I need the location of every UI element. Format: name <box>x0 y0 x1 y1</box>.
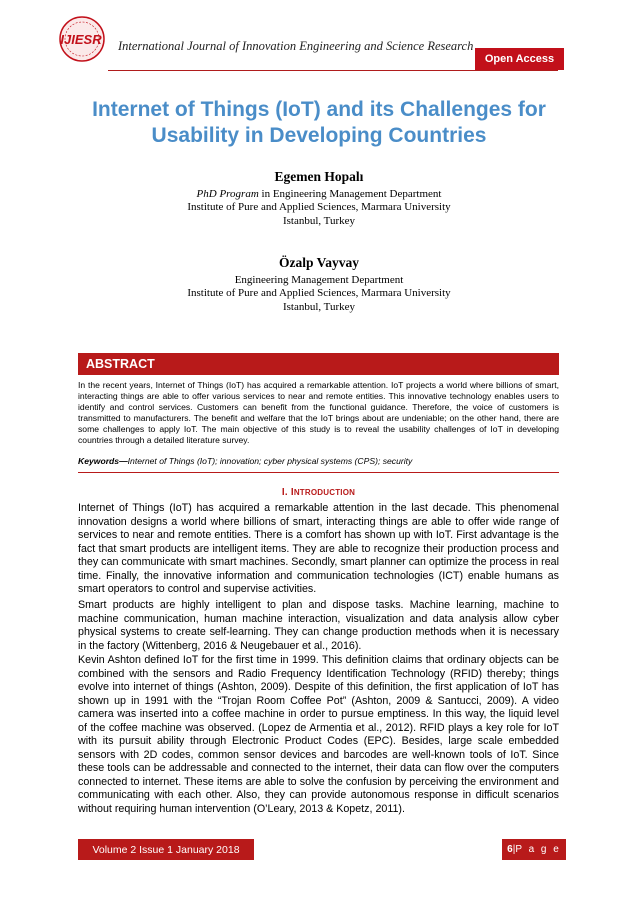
author-department: in Engineering Management Department <box>258 187 442 200</box>
abstract-text: In the recent years, Internet of Things (IoT) has acquired a remarkable attention. IoT projects a world where billions of smart, interacting things are able to offer various services to near and remote entities. This innovative technology enables users to identify and control services. Customers can benefit from the functional guidance. Therefore, the voice of customers is transmitted to manufacturers. The benefit and welfare that the IoT brings about are undeniable; on the other hand, there are some challenges to apply IoT. The main objective of this study is to reveal the usability challenges of IoT in developing countries through a detailed literature survey. <box>78 380 559 446</box>
keywords-rule <box>78 472 559 473</box>
section-title-cap: I <box>290 487 294 498</box>
author-program: PhD Program <box>196 187 259 200</box>
open-access-badge: Open Access <box>475 48 564 70</box>
page-number: 6 <box>507 844 513 855</box>
journal-logo <box>52 14 110 64</box>
body-paragraph: Smart products are highly intelligent to plan and dispose tasks. Machine learning, machine to machine communication, human machine interaction, visualization and data analysis allow cyber physical systems to create self-learning. They can change production methods when it is necessary in the factory (Wittenberg, 2016 & Neugebauer et al., 2016). <box>78 599 559 652</box>
abstract-heading: ABSTRACT <box>78 353 559 375</box>
author-location: Istanbul, Turkey <box>282 214 356 227</box>
author-institute: Institute of Pure and Applied Sciences, Marmara University <box>187 201 451 213</box>
footer-page <box>502 839 566 860</box>
page-separator: | <box>512 844 516 855</box>
logo-text: IJIESR <box>60 32 102 47</box>
author-department: Engineering Management Department <box>234 273 404 286</box>
author-block-1 <box>120 170 518 228</box>
author-block-2 <box>120 256 518 314</box>
author-institute: Institute of Pure and Applied Sciences, Marmara University <box>187 287 451 299</box>
section-heading-introduction <box>78 487 559 498</box>
body-paragraph: Internet of Things (IoT) has acquired a remarkable attention in the last decade. This phenomenal innovation designs a world where billions of smart, interacting things are able to offer wide range of services to near and remote entities. There is a comfort has shown up with IoT. First advantage is the fact that smart products are intelligent items. They are able to recognize their production process and they can communicate with smart machines. Secondly, smart planner can optimize the process in real time. Finally, the innovative information and communication technologies (ICT) enable humans as smart operators to control and supervise activities. <box>78 502 559 595</box>
keywords-label: Keywords— <box>78 456 128 466</box>
paper-title: Internet of Things (IoT) and its Challenges for Usability in Developing Countries <box>92 98 546 147</box>
footer-volume: Volume 2 Issue 1 January 2018 <box>78 839 254 860</box>
author-name: Özalp Vayvay <box>279 255 359 270</box>
keywords <box>78 456 559 467</box>
body-paragraph: Kevin Ashton defined IoT for the first time in 1999. This definition claims that ordinary objects can be combined with the sensors and Radio Frequency Identification Technology (RFID) thereby; things evolve into internet of things (Ashton, 2009). Despite of this definition, the first application of IoT has shown up in 1991 with the “Trojan Room Coffee Pot” (Ashton, 2009 & Santucci, 2009). A video camera was inserted into a coffee machine in order to pursue emptiness. In this way, the liquid level of the coffee machine was observed. (Lopez de Armentia et al., 2012). RFID plays a key role for IoT with its pursuit ability through Electronic Product Codes (EPC). Besides, large scale embedded sensors with 2D codes, common sensor devices and barcodes are well-known tools of IoT. Since these tools can be addressable and connected to the internet, their data can flow over the computers connected to internet. These items are able to solve the confusion by perceiving the environment and communicating with each other. Also, they can provide autonomous response in difficult scenarios without requiring human intervention (O’Leary, 2013 & Kopetz, 2011). <box>78 654 559 815</box>
header-rule <box>108 70 558 71</box>
author-location: Istanbul, Turkey <box>282 300 356 313</box>
author-affiliation-line <box>120 188 518 202</box>
journal-name: International Journal of Innovation Engineering and Science Research <box>118 39 474 53</box>
section-number: I. <box>281 487 288 498</box>
section-title-rest: NTRODUCTION <box>293 488 356 497</box>
author-name: Egemen Hopalı <box>274 169 364 184</box>
page-word: P a g e <box>515 844 561 855</box>
keywords-list: Internet of Things (IoT); innovation; cyber physical systems (CPS); security <box>127 456 413 466</box>
